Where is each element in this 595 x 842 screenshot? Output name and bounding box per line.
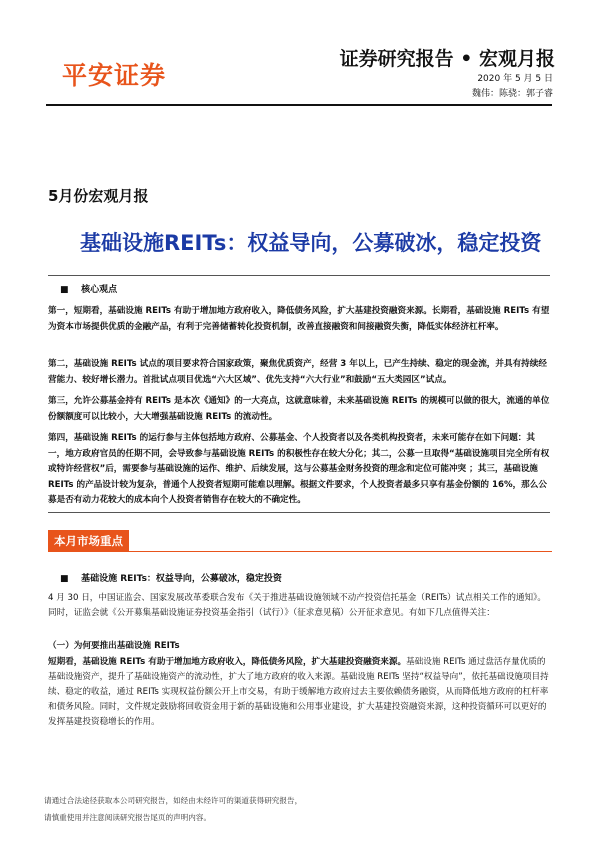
short-term-body: 基础设施 REITs 通过盘活存量优质的基础设施资产，提升了基础设施资产的流动性，扩大了地方政府的收入来源。基础设施 REITs 坚持“权益导向”，依托基础设施项目持续、稳定的收益，通过 REITs 实现权益份额公开上市交易，有助于缓解地方政府过去主要依赖债务融资，从而降低地方政府的杠杆率和债务风险。同时，文件规定鼓励将回收资金用于新的基础设施和公用事业建设，扩大基建投资融资来源，这种投资循环可以更好的发挥基建投资稳增长的作用。: [48, 657, 549, 727]
core-views-bottom-rule: [48, 512, 550, 513]
square-bullet-icon: ■: [60, 574, 69, 584]
section-bullet-title: ■ 基础设施 REITs：权益导向，公募破冰，稳定投资: [60, 574, 282, 584]
footer-disclaimer-1: 请通过合法途径获取本公司研究报告，如经由未经许可的渠道获得研究报告，: [44, 796, 303, 805]
section-banner: 本月市场重点: [48, 530, 129, 552]
short-term-paragraph: [48, 655, 552, 730]
report-series: 5月份宏观月报: [48, 187, 149, 205]
page-title: 基础设施REITs：权益导向，公募破冰，稳定投资: [80, 231, 542, 255]
report-type-title: 证券研究报告 • 宏观月报: [339, 48, 555, 70]
core-view-paragraph-4: 第四，基础设施 REITs 的运行参与主体包括地方政府、公募基金、个人投资者以及各类机构投资者，未来可能存在如下问题：其一，地方政府官员的任期不同，会导致参与基础设施 REITs 的积极性存在较大分化；其二，公募一旦取得“基础设施项目完全所有权或特许经营权”后，需要参与基础设施的运作、维护、后续发展，这与公募基金财务投资的理念和定位可能冲突 ；其三，基础设施 REITs 的产品设计较为复杂，普通个人投资者短期可能难以理解。根据文件要求，个人投资者最多只享有基金份额的 16%，那么公募是否有动力花较大的成本向个人投资者销售存在较大的不确定性。: [48, 433, 550, 506]
core-view-paragraph-3: 第三，允许公募基金持有 REITs 是本次《通知》的一大亮点，这就意味着，未来基础设施 REITs 的规模可以做的很大，流通的单位份额额度可以比较小，大大增强基础设施 REITs 的流动性。: [48, 396, 550, 422]
banner-underline: [129, 551, 552, 552]
core-view-paragraph-1: 第一，短期看，基础设施 REITs 有助于增加地方政府收入，降低债务风险，扩大基建投资融资来源。长期看，基础设施 REITs 有望为资本市场提供优质的金融产品，有利于完善储蓄转化投资机制，改善直接融资和间接融资失衡，降低实体经济杠杆率。: [48, 306, 550, 332]
short-term-lead: 短期看，基础设施 REITs 有助于增加地方政府收入，降低债务风险，扩大基建投资融资来源。: [48, 657, 407, 667]
intro-paragraph: 4 月 30 日，中国证监会、国家发展改革委联合发布《关于推进基础设施领域不动产投资信托基金（REITs）试点相关工作的通知》。同时，证监会就《公开募集基础设施证券投资基金指引（试行）》（征求意见稿）公开征求意见。有如下几点值得关注：: [48, 593, 547, 618]
core-view-paragraph-2: 第二，基础设施 REITs 试点的项目要求符合国家政策，聚焦优质资产，经营 3 年以上，已产生持续、稳定的现金流，并具有持续经营能力、较好增长潜力。首批试点项目优选“六大区域”、优先支持“六大行业”和鼓励“五大类园区”试点。: [48, 359, 547, 385]
header-divider: [46, 104, 552, 106]
square-bullet-icon: ■: [60, 285, 69, 295]
core-views-top-rule: [48, 275, 550, 276]
report-date: 2020 年 5 月 5 日: [477, 74, 553, 84]
sub-heading: （一）为何要推出基础设施 REITs: [48, 641, 180, 651]
report-authors: 魏伟：陈骁：郭子睿: [471, 89, 553, 99]
core-views-heading: ■ 核心观点: [60, 285, 118, 295]
company-logo: 平安证券: [62, 61, 167, 90]
footer-disclaimer-2: 请慎重使用并注意阅读研究报告尾页的声明内容。: [44, 813, 212, 822]
